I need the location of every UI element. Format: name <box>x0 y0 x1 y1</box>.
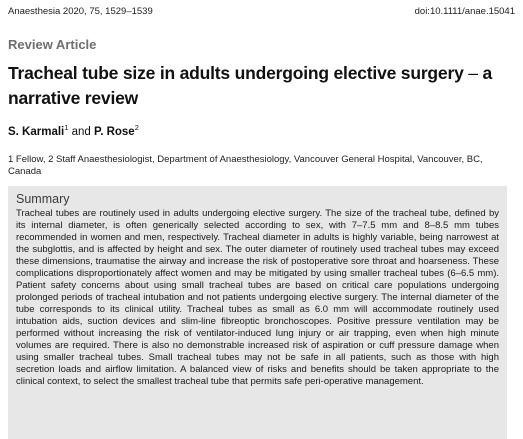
author-name[interactable]: S. Karmali <box>8 126 65 138</box>
journal-citation: Anaesthesia 2020, 75, 1529–1539 <box>8 6 153 17</box>
title-main: Tracheal tube size in adults undergoing elective surgery <box>8 63 464 83</box>
article-type-label: Review Article <box>8 37 97 52</box>
article-title <box>8 61 516 111</box>
author-name[interactable]: P. Rose <box>94 126 135 138</box>
summary-text: Tracheal tubes are routinely used in adults undergoing elective surgery. The size of the tracheal tube, defined by its internal diameter, is often generically selected according to sex, with 7–7.5 mm and 8–8.5 mm tubes recommended in women and men, respectively. Tracheal diameter in adults is highly variable, being narrowest at the subglottis, and is affected by height and sex. The outer diameter of routinely used tracheal tubes may exceed these dimensions, traumatise the airway and increase the risk of postoperative sore throat and hoarseness. These complications disproportionately affect women and may be mitigated by using smaller tracheal tubes (6–6.5 mm). Patient safety concerns about using small tracheal tubes are based on critical care populations undergoing prolonged periods of tracheal intubation and not patients undergoing elective surgery. The internal diameter of the tube corresponds to its clinical utility. Tracheal tubes as small as 6.0 mm will accommodate routinely used intubation aids, suction devices and slim-line fibreoptic bronchoscopes. Positive pressure ventilation may be performed without increasing the risk of ventilator-induced lung injury or air trapping, even when high minute volumes are required. There is also no demonstrable increased risk of aspiration or cuff pressure damage when using smaller tracheal tubes. Small tracheal tubes may not be safe in all patients, such as those with high secretion loads and airflow limitation. A balanced view of risks and benefits should be taken appropriate to the clinical context, to select the smallest tracheal tube that permits safe peri-operative management. <box>16 208 499 387</box>
author-list <box>8 123 139 138</box>
title-sub: a narrative review <box>8 63 493 108</box>
summary-heading: Summary <box>16 192 70 206</box>
running-head <box>8 6 515 18</box>
summary-box <box>8 186 507 439</box>
author-affiliation-marker: 2 <box>134 123 139 132</box>
author-separator: and <box>68 126 94 138</box>
doi-link[interactable]: doi:10.1111/anae.15041 <box>414 6 515 17</box>
title-dash: – <box>463 63 483 83</box>
affiliations: 1 Fellow, 2 Staff Anaesthesiologist, Department of Anaesthesiology, Vancouver General Hospital, Vancouver, BC, Canada <box>8 154 483 177</box>
author-affiliation-marker: 1 <box>64 123 69 132</box>
